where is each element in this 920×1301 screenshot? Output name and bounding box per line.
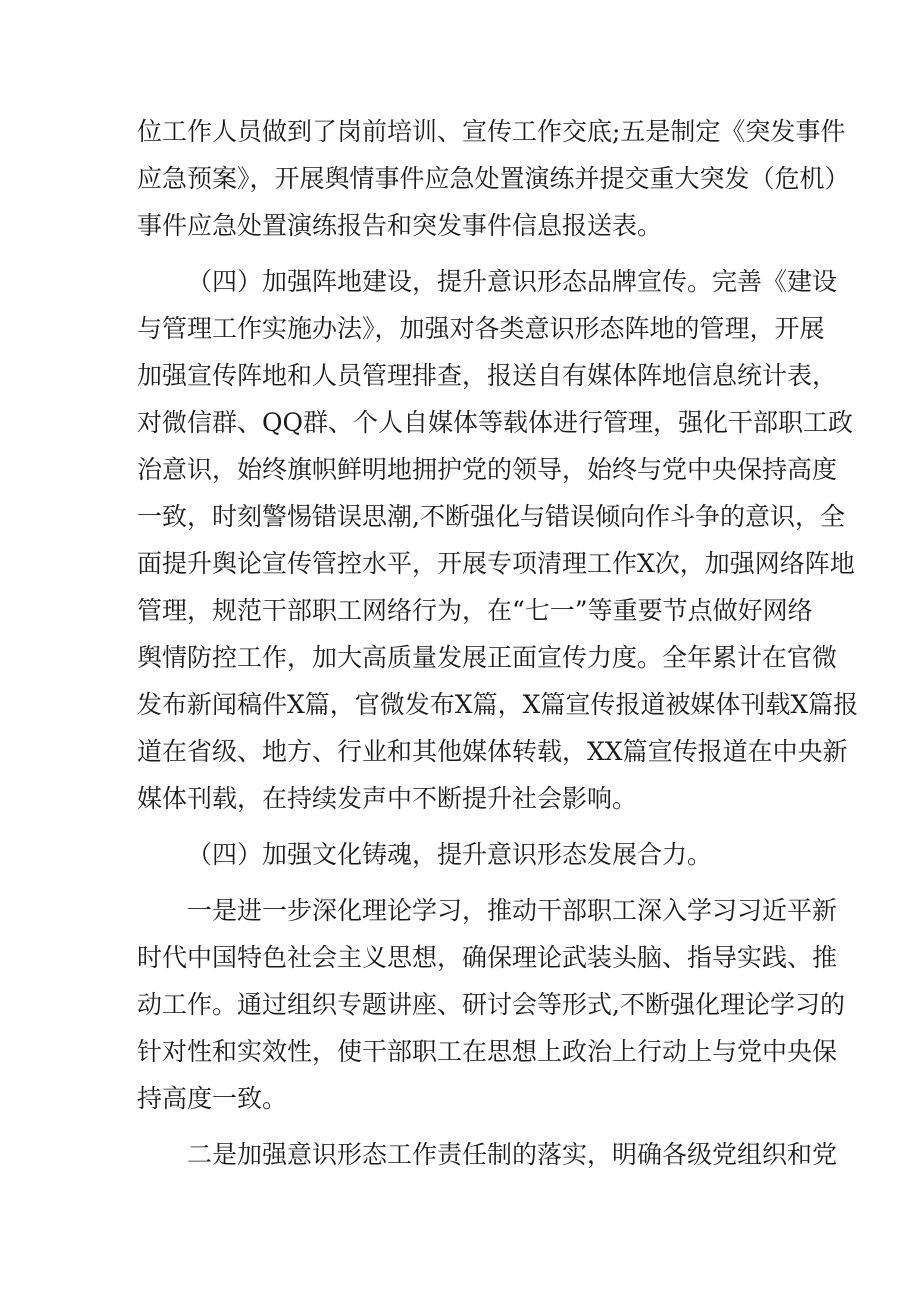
text-line: 道在省级、地方、行业和其他媒体转载，XX篇宣传报道在中央新 — [137, 737, 848, 766]
text-line: 治意识，始终旗帜鲜明地拥护党的领导，始终与党中央保持高度 — [137, 455, 838, 484]
text-line: 与管理工作实施办法》，加强对各类意识形态阵地的管理，开展 — [137, 314, 825, 343]
paragraph-position-building — [137, 258, 859, 822]
text-line: 舆情防控工作，加大高质量发展正面宣传力度。全年累计在官微 — [137, 643, 838, 672]
text-line: （四）加强文化铸魂，提升意识形态发展合力。 — [187, 840, 713, 869]
text-line: 加强宣传阵地和人员管理排查，报送自有媒体阵地信息统计表， — [137, 361, 838, 390]
text-line: 二是加强意识形态工作责任制的落实，明确各级党组织和党 — [187, 1140, 838, 1169]
text-line: 持高度一致。 — [137, 1084, 288, 1113]
text-line: 应急预案》，开展舆情事件应急处置演练并提交重大突发（危机） — [137, 164, 850, 193]
text-line: 针对性和实效性，使干部职工在思想上政治上行动上与党中央保 — [137, 1037, 838, 1066]
text-line: 时代中国特色社会主义思想，确保理论武装头脑、指导实践、推 — [137, 943, 838, 972]
text-line: 位工作人员做到了岗前培训、宣传工作交底;五是制定《突发事件 — [137, 117, 846, 146]
paragraph-theory-study — [137, 887, 845, 1122]
text-line: 一致，时刻警惕错误思潮,不断强化与错误倾向作斗争的意识，全 — [137, 502, 845, 531]
paragraph-responsibility — [137, 1131, 838, 1178]
text-line: 对微信群、QQ群、个人自媒体等载体进行管理，强化干部职工政 — [137, 408, 853, 437]
text-line: 管理，规范干部职工网络行为，在“七一”等重要节点做好网络 — [137, 596, 813, 625]
section-heading-culture — [137, 831, 797, 878]
text-line: 动工作。通过组织专题讲座、研讨会等形式,不断强化理论学习的 — [137, 990, 845, 1019]
paragraph-emergency-plan — [137, 108, 850, 249]
text-line: （四）加强阵地建设，提升意识形态品牌宣传。完善《建设 — [187, 267, 838, 296]
text-line: 事件应急处置演练报告和突发事件信息报送表。 — [137, 211, 663, 240]
text-line: 一是进一步深化理论学习，推动干部职工深入学习习近平新 — [187, 896, 838, 925]
document-body — [137, 108, 859, 1187]
text-line: 发布新闻稿件X篇，官微发布X篇，X篇宣传报道被媒体刊载X篇报 — [137, 690, 859, 719]
text-line: 面提升舆论宣传管控水平，开展专项清理工作X次，加强网络阵地 — [137, 549, 855, 578]
text-line: 媒体刊载，在持续发声中不断提升社会影响。 — [137, 784, 638, 813]
